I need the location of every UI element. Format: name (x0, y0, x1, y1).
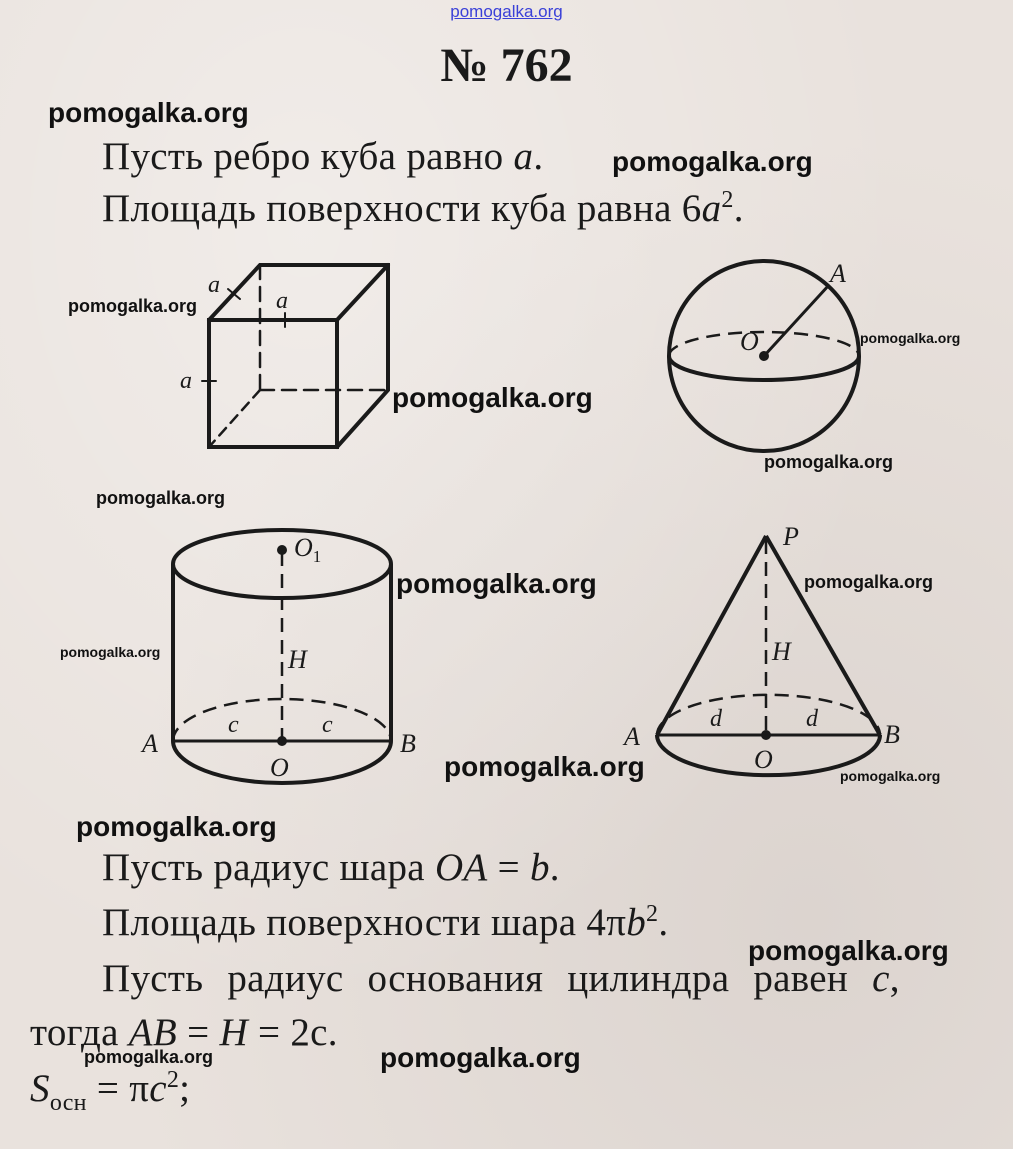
watermark: pomogalka.org (748, 935, 949, 966)
sphere-radius (764, 285, 829, 356)
sphere-center-dot (759, 351, 769, 361)
text-line-5: Пусть радиус основания цилиндра равен c, (102, 957, 900, 1000)
cylinder-label-O1: $O_1$ (294, 533, 322, 566)
cube-label-a1: a (208, 272, 220, 298)
cube-label-a3: a (180, 368, 192, 394)
cube-figure (202, 265, 388, 447)
cone-right-edge (766, 536, 880, 735)
watermark: pomogalka.org (444, 751, 645, 782)
text-line-4: Площадь поверхности шара $4\pi b^2$. (102, 901, 669, 944)
cone-base-back (657, 695, 880, 735)
cone-label-d1: d (710, 706, 722, 732)
cylinder-label-B: B (400, 729, 416, 758)
cube-label-a2: a (276, 288, 288, 314)
text-line-7: $S_{осн} = \pi c^2$; (30, 1067, 191, 1116)
cone-label-P: P (783, 522, 799, 551)
cylinder-figure (173, 530, 391, 783)
cylinder-label-H: H (288, 645, 307, 674)
cylinder-label-A: A (142, 729, 158, 758)
text-line-2: Площадь поверхности куба равна $6a^2$. (102, 187, 744, 230)
watermark: pomogalka.org (48, 97, 249, 128)
watermark: pomogalka.org (76, 811, 277, 842)
text-line-6: тогда AB = H = 2c. (30, 1011, 338, 1054)
cylinder-top-center-dot (277, 545, 287, 555)
cone-label-O: O (754, 745, 773, 774)
watermark: pomogalka.org (860, 330, 961, 346)
watermark: pomogalka.org (60, 644, 161, 660)
text-line-1: Пусть ребро куба равно a. (102, 135, 544, 178)
sphere-label-A: A (830, 259, 846, 288)
watermark: pomogalka.org (764, 452, 894, 472)
cone-label-B: B (884, 720, 900, 749)
site-link[interactable]: pomogalka.org (450, 2, 563, 21)
watermark: pomogalka.org (68, 296, 198, 316)
watermark: pomogalka.org (804, 572, 934, 592)
watermark: pomogalka.org (96, 488, 226, 508)
cylinder-label-O: O (270, 753, 289, 782)
watermark: pomogalka.org (380, 1042, 581, 1073)
text-line-3: Пусть радиус шара OA = b. (102, 846, 560, 889)
cylinder-bottom-center-dot (277, 736, 287, 746)
problem-number: № 762 (440, 39, 573, 92)
watermark: pomogalka.org (396, 568, 597, 599)
cylinder-label-c1: c (228, 712, 239, 738)
cone-base-center-dot (761, 730, 771, 740)
cone-label-A: A (624, 722, 640, 751)
sphere-label-O: O (740, 327, 759, 356)
sphere-figure (669, 261, 859, 451)
watermark: pomogalka.org (612, 146, 813, 177)
cube-hidden-diagonal (209, 390, 260, 447)
cube-front-face (209, 320, 337, 447)
cone-label-H: H (772, 637, 791, 666)
cone-label-d2: d (806, 706, 818, 732)
watermark: pomogalka.org (84, 1047, 214, 1067)
cylinder-label-c2: c (322, 712, 333, 738)
watermark: pomogalka.org (840, 768, 941, 784)
cube-top-right-edge (337, 265, 388, 320)
watermark: pomogalka.org (392, 382, 593, 413)
